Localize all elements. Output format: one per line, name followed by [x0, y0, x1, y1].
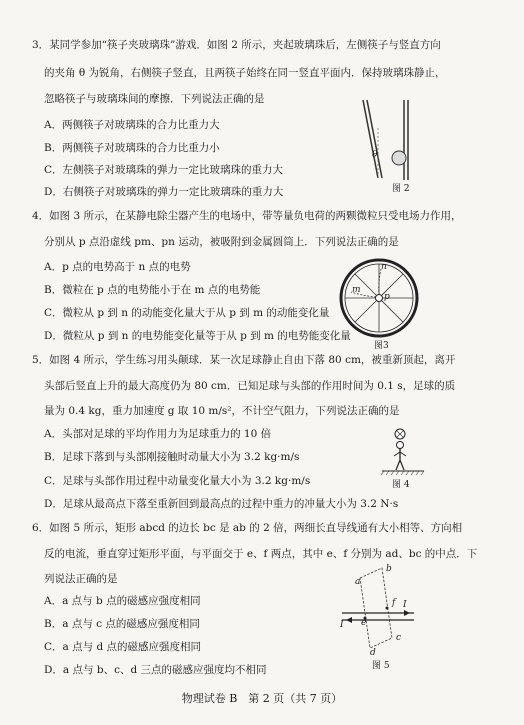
q6-stem-line-3: 列说法正确的是 [44, 573, 118, 585]
figure-4-student-heading-ball [378, 428, 428, 478]
q4-option-a: A．p 点的电势高于 n 点的电势 [44, 261, 191, 273]
q4-stem-line-2: 分别从 p 点沿虚线 pm、pn 运动，被吸附到金属圆筒上．下列说法正确的是 [44, 236, 399, 248]
fig3-n-label: n [381, 262, 387, 272]
q3-stem-line-3: 忽略筷子与玻璃珠间的摩擦．下列说法正确的是 [44, 93, 265, 105]
q3-option-b: B．两侧筷子对玻璃珠的合力比重力小 [44, 142, 220, 154]
page-footer: 物理试卷 B 第 2 页（共 7 页） [181, 692, 343, 705]
fig2-theta-label: θ [372, 150, 378, 160]
q6-stem-line-1: 6．如图 5 所示，矩形 abcd 的边长 bc 是 ab 的 2 倍，两细长直导线通有大小相等、方向相 [32, 522, 463, 534]
fig5-a-label: a [355, 577, 361, 587]
fig4-caption: 图 4 [392, 480, 410, 490]
q5-stem-line-1: 5．如图 4 所示，学生练习用头颠球．某一次足球静止自由下落 80 cm，被重新顶起，离开 [32, 354, 456, 366]
fig2-caption: 图 2 [392, 184, 410, 194]
q3-option-c: C．左侧筷子对玻璃珠的弹力一定比玻璃珠的重力大 [44, 164, 284, 176]
q3-stem-line-1: 3．某同学参加“筷子夹玻璃珠”游戏．如图 2 所示，夹起玻璃珠后，左侧筷子与竖直方向 [32, 39, 441, 51]
fig3-m-label: m [352, 285, 361, 295]
fig5-e-label: e [361, 618, 367, 628]
q6-option-a: A．a 点与 b 点的磁感应强度相同 [44, 595, 201, 607]
q4-option-d: D．微粒从 p 到 n 的电势能变化量等于从 p 到 m 的电势能变化量 [44, 330, 351, 342]
q6-option-d: D．a 点与 b、c、d 三点的磁感应强度均不相同 [44, 664, 267, 676]
fig5-caption: 图 5 [372, 661, 390, 671]
figure-5-rectangle-wires [338, 560, 418, 660]
q6-option-c: C．a 点与 d 点的磁感应强度相同 [44, 641, 202, 653]
q5-option-a: A．头部对足球的平均作用力为足球重力的 10 倍 [44, 428, 272, 440]
q4-stem-line-1: 4．如图 3 所示，在某静电除尘器产生的电场中，带等量负电荷的两颗微粒只受电场力作用， [32, 210, 462, 222]
fig5-current-label-right: I [403, 600, 407, 610]
q4-option-c: C．微粒从 p 到 n 的动能变化量大于从 p 到 m 的动能变化量 [44, 307, 330, 319]
q3-option-d: D．右侧筷子对玻璃珠的弹力一定比玻璃珠的重力大 [44, 186, 284, 198]
fig5-d-label: d [370, 648, 376, 658]
fig5-f-label: f [392, 598, 396, 608]
figure-2-chopsticks [360, 96, 430, 184]
fig5-b-label: b [386, 564, 392, 574]
q5-option-d: D．足球从最高点下落至重新回到最高点的过程中重力的冲量大小为 3.2 N·s [44, 498, 399, 510]
fig5-current-label-left: I [340, 620, 344, 630]
q3-stem-line-2: 的夹角 θ 为锐角，右侧筷子竖直，且两筷子始终在同一竖直平面内．保持玻璃珠静止， [44, 67, 446, 79]
q6-option-b: B．a 点与 c 点的磁感应强度相同 [44, 618, 200, 630]
fig3-caption: 图3 [374, 341, 389, 351]
figure-3-electrostatic-precipitator [334, 255, 424, 341]
q5-stem-line-3: 量为 0.4 kg，重力加速度 g 取 10 m/s²，不计空气阻力，下列说法正确的是 [44, 405, 400, 417]
q5-stem-line-2: 头部后竖直上升的最大高度仍为 80 cm．已知足球与头部的作用时间为 0.1 s，足球的质 [44, 380, 456, 392]
q5-option-c: C．足球与头部作用过程中动量变化量大小为 3.2 kg·m/s [44, 475, 311, 487]
q5-option-b: B．足球下落到与头部刚接触时动量大小为 3.2 kg·m/s [44, 451, 300, 463]
q6-stem-line-2: 反的电流，垂直穿过矩形平面，与平面交于 e、f 两点，其中 e、f 分别为 ad、bc 的中点．下 [44, 548, 478, 560]
fig5-c-label: c [396, 633, 402, 643]
q3-option-a: A．两侧筷子对玻璃珠的合力比重力大 [44, 119, 220, 131]
q4-option-b: B．微粒在 p 点的电势能小于在 m 点的电势能 [44, 284, 261, 296]
fig3-p-label: p [384, 292, 390, 302]
